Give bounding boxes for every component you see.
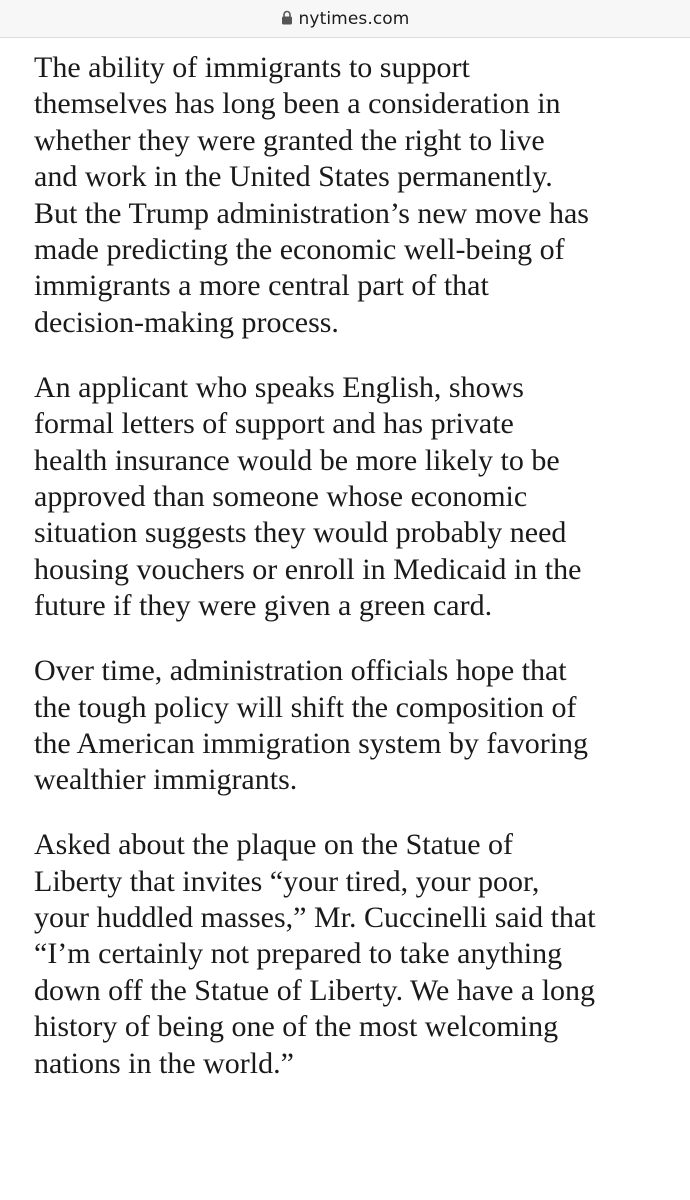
paragraph-line: made predicting the economic well-being of	[34, 233, 565, 267]
paragraph-line: But the Trump administration’s new move has	[34, 196, 589, 230]
paragraph-line: future if they were given a green card.	[34, 589, 493, 623]
paragraph-line: immigrants a more central part of that	[34, 269, 489, 303]
paragraph-line: The ability of immigrants to support	[34, 51, 470, 84]
paragraph-line: Over time, administration officials hope that	[34, 654, 567, 688]
paragraph-line: whether they were granted the right to live	[34, 123, 545, 157]
paragraph-line: your huddled masses,” Mr. Cuccinelli said that	[34, 901, 596, 935]
paragraph-line: Liberty that invites “your tired, your poor,	[34, 864, 540, 898]
paragraph-line: the tough policy will shift the composition of	[34, 690, 577, 724]
paragraph-line: situation suggests they would probably need	[34, 516, 567, 550]
paragraph-line: formal letters of support and has private	[34, 407, 514, 441]
address-bar-content[interactable]	[281, 9, 410, 29]
paragraph-line: down off the Statue of Liberty. We have a long	[34, 973, 596, 1007]
paragraph-line: and work in the United States permanently.	[34, 160, 553, 194]
lock-icon	[281, 10, 293, 25]
paragraph-line: An applicant who speaks English, shows	[34, 370, 524, 404]
article-paragraph	[34, 370, 684, 625]
address-bar[interactable]	[0, 0, 690, 38]
article-paragraph	[34, 653, 684, 799]
paragraph-line: approved than someone whose economic	[34, 479, 528, 513]
url-text[interactable]: nytimes.com	[298, 8, 410, 29]
paragraph-line: themselves has long been a consideration in	[34, 87, 561, 121]
paragraph-line: wealthier immigrants.	[34, 763, 298, 797]
article-paragraph	[34, 50, 684, 341]
paragraph-line: nations in the world.”	[34, 1046, 294, 1080]
article-body	[34, 50, 684, 1111]
paragraph-line: decision-making process.	[34, 305, 339, 339]
paragraph-line: housing vouchers or enroll in Medicaid in the	[34, 552, 582, 586]
article-paragraph	[34, 827, 684, 1082]
paragraph-line: Asked about the plaque on the Statue of	[34, 828, 514, 862]
paragraph-line: “I’m certainly not prepared to take anything	[34, 937, 563, 971]
paragraph-line: history of being one of the most welcoming	[34, 1010, 559, 1044]
paragraph-line: health insurance would be more likely to be	[34, 443, 560, 477]
paragraph-line: the American immigration system by favoring	[34, 726, 589, 760]
